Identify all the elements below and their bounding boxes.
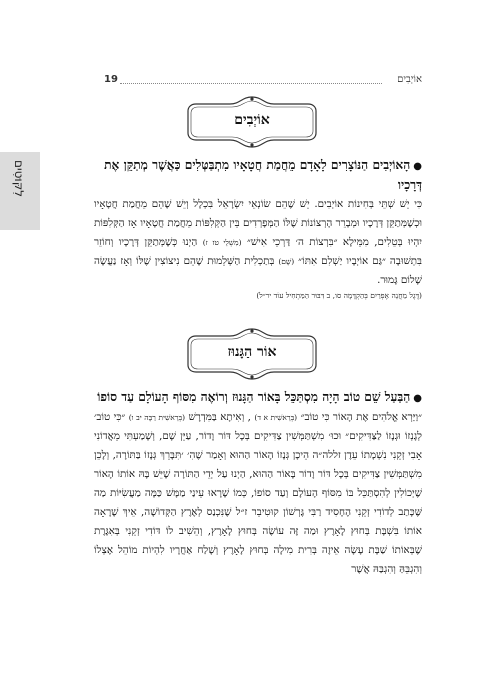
section-title-ornament — [182, 94, 322, 150]
source-footnote: (דֶּגֶל מַחֲנֵה אֶפְרַיִם בְּהַקְדָּמָה סו, ב דִּבּוּר הַמַּתְחִיל עוֹד יר״ל) — [256, 291, 422, 300]
body-text-part: כִּי יֵשׁ שְׁתֵּי בְּחִינוֹת אוֹיְבִים. יֵשׁ שֶׁהֵם שׂוֹנְאֵי יִשְׂרָאֵל בִּכְלָל וְיֵשׁ שֶׁהֵם מֵחֲמַת חֲטָאָיו וּכְשֶׁמְּתַקֵּן דְּרָכָיו וּמְבָרֵר הָרְצוֹנוֹת שֶׁלּוֹ הַמְּפָרְדִים בֵּין הַקְּלִפּוֹת מֵחֲמַת חֲטָאָיו אָז הַקְּלִפּוֹת יִהְיוּ בְּטֵלִים, מִמֵּילָא ״בִּרְצוֹת ה׳ דַּרְכֵי אִישׁ״ — [94, 198, 422, 248]
section-heading — [94, 388, 422, 408]
bullet-icon: ● — [413, 161, 422, 172]
source-reference: (שָׁם) — [278, 257, 295, 266]
section-body — [94, 408, 422, 579]
body-text-part: , וְאִיתָא בַּמִּדְרָשׁ — [188, 411, 251, 423]
source-reference: (בְּרֵאשִׁית רַבָּה יב ו) — [128, 413, 185, 422]
body-text-part: ״כִּי טוֹב׳ לְגָנְזוֹ וּגְנָזוֹ לַצַּדִּיקִים״ וּכוּ׳ מִשְׁתַּמְּשִׁין צַדִּיקִים בְּכָל דּוֹר וָדוֹר, עַיֵּן שָׁם, וְשָׁמַעְתִּי מֵאֲדוֹנִי אָבִי זְקֵנִי נִשְׁמָתוֹ עֵדֶן זללה״ה הֵיכָן גְּנָזוֹ הָאוֹר הַהוּא וְאָמַר שֶׁהִ׳ ׳תִּבָּרֵךְ גְּנָזוֹ בַּתּוֹרָה, וְלָכֵן מִשְׁתַּמְּשִׁין צַדִּיקִים בְּכָל דּוֹר וָדוֹר בָּאוֹר הַהוּא, הַיְנוּ עַל יְדֵי הַתּוֹרָה שֶׁיֵּשׁ בָּהּ אוֹתוֹ הָאוֹר שֶׁיְכוֹלִין לְהִסְתַּכֵּל בּוֹ מִסּוֹף הָעוֹלָם וְעַד סוֹפוֹ, כְּמוֹ שֶׁרָאוּ עֵינַי מַמָּשׁ כַּמָּה מַעֲשִׂיּוֹת מַה שֶּׁכָּתַב לְדוֹדִי זְקֵנִי הֶחָסִיד רַבִּי גֶּרְשׁוֹן קוּטִיבֵר ז״ל שֶׁנִּכְנַס לְאֶרֶץ הַקְּדוֹשָׁה, אֵיךְ שֶׁרָאָה אוֹתוֹ בִּשְׁבָּת בְּחוּץ לָאָרֶץ וּמַה זֶּה עוֹשֶׂה בְּחוּץ לָאָרֶץ, וְהֵשִׁיב לוֹ דּוֹדִי זְקֵנִי בְּאִגֶּרֶת שֶׁבְּאוֹתוֹ שַׁבָּת עָשָׂה אֵיזֶה בְּרִית מִילָה בְּחוּץ לָאָרֶץ וְשָׁלַח אַחֲרָיו לִהְיוֹת מוֹהֵל אֶצְלוֹ וְהִגְבֵּהַּ וְהִגְבַּהּ אֲשֶׁר — [94, 411, 422, 575]
body-text-part: ״וַיַּרְא אֱלֹהִים אֶת הָאוֹר כִּי טוֹב״ — [300, 411, 423, 423]
side-tab[interactable] — [0, 152, 40, 230]
bullet-icon: ● — [413, 393, 422, 404]
section-title-ornament — [182, 326, 322, 382]
header-dotted-leader — [120, 83, 382, 84]
section-heading — [94, 156, 422, 195]
section-2 — [94, 388, 422, 579]
side-tab-label: לִקּוּטִים — [12, 160, 26, 198]
running-header — [104, 74, 422, 88]
body-text-part: הַיְנוּ כְּשֶׁמְּתַקֵּן דְּרָכָיו וְחוֹזֵר בִּתְשׁוּבָה ״גַּם אוֹיְבָיו יַשְׁלִם אִתּוֹ״ — [94, 236, 422, 267]
section-1 — [94, 156, 422, 302]
section-title: אוֹר הַגָּנוּז — [227, 344, 277, 360]
section-title: אוֹיְבִים — [234, 112, 270, 128]
page-number: 19 — [104, 74, 118, 85]
running-title: אוֹיְבִים — [397, 74, 422, 85]
section-heading-text: הָאוֹיְבִים הַנּוֹצָרִים לָאָדָם מֵחֲמַת חֲטָאָיו מִתְבַּטְּלִים כַּאֲשֶׁר מְתַקֵּן אֶת דְּרָכָיו — [104, 158, 422, 192]
source-reference: (בְּרֵאשִׁית א ד) — [254, 413, 298, 422]
body-text-part: בְּתַכְלִית הַשְּׁלֵמוּת שֶׁהֵם נִיצוֹצִין שֶׁלּוֹ וְאָז נַעֲשֶׂה שָׁלוֹם גָּמוּר. — [94, 255, 422, 286]
section-body — [94, 195, 422, 290]
source-reference: (מִשְׁלֵי טז ז) — [202, 238, 242, 247]
section-heading-text: הַבַּעַל שֵׁם טוֹב הָיָה מִסְתַּכֵּל בָּאוֹר הַגָּנוּז וְרוֹאֶה מִסּוֹף הָעוֹלָם עַד סוֹפוֹ — [97, 390, 411, 404]
